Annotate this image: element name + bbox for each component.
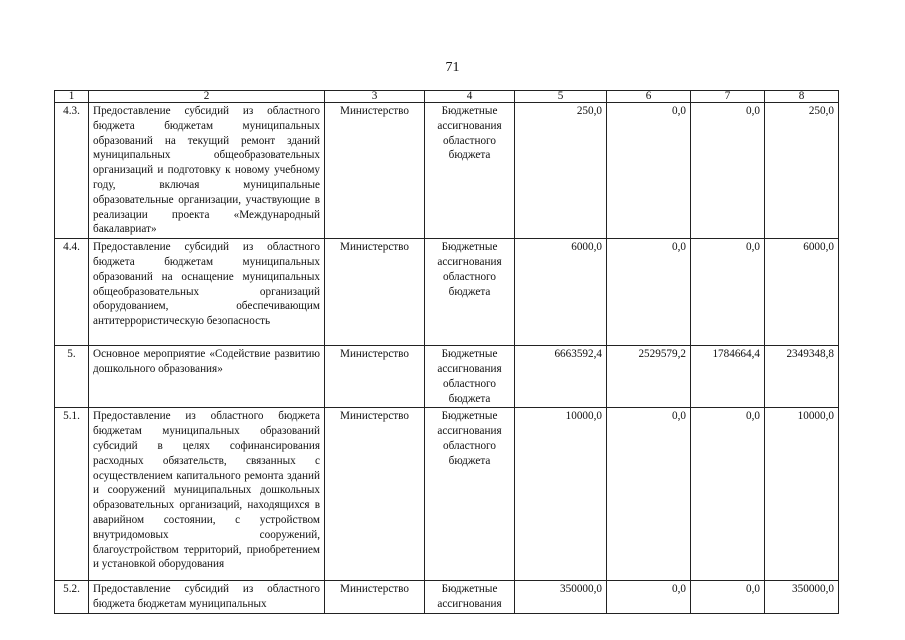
column-header: 3 — [325, 91, 425, 103]
row-col8: 2349348,8 — [765, 346, 839, 408]
column-header: 4 — [425, 91, 515, 103]
row-total: 350000,0 — [515, 581, 607, 614]
row-total: 6000,0 — [515, 239, 607, 346]
table-row — [55, 346, 839, 408]
row-col8: 10000,0 — [765, 408, 839, 581]
table-row — [55, 103, 839, 239]
row-col8: 250,0 — [765, 103, 839, 239]
row-col6: 0,0 — [607, 581, 691, 614]
row-number: 5.2. — [55, 581, 89, 614]
row-responsible: Министерство — [325, 346, 425, 408]
row-col7: 1784664,4 — [691, 346, 765, 408]
table-row — [55, 581, 839, 614]
row-funding-source: Бюджетные ассигнования областного бюджета — [425, 346, 515, 408]
column-header: 1 — [55, 91, 89, 103]
row-number: 5. — [55, 346, 89, 408]
row-number: 4.4. — [55, 239, 89, 346]
table-row — [55, 239, 839, 346]
table-header-row — [55, 91, 839, 103]
row-col6: 0,0 — [607, 239, 691, 346]
row-responsible: Министерство — [325, 239, 425, 346]
column-header: 2 — [89, 91, 325, 103]
row-description: Основное мероприятие «Содействие развитию дошкольного образования» — [89, 346, 325, 408]
row-description: Предоставление из областного бюджета бюджетам муниципальных образований субсидий в целях софинансирования расходных обязательств, связанных с осуществлением капитального ремонта зданий и сооружений муниципальных дошкольных образовательных организаций, находящихся в аварийном состоянии, с устройством внутридомовых сооружений, благоустройством территорий, приобретением и установкой оборудования — [89, 408, 325, 581]
row-funding-source: Бюджетные ассигнования областного бюджета — [425, 103, 515, 239]
row-funding-source: Бюджетные ассигнования — [425, 581, 515, 614]
row-col6: 0,0 — [607, 408, 691, 581]
table-row — [55, 408, 839, 581]
row-description: Предоставление субсидий из областного бюджета бюджетам муниципальных образований на оснащение муниципальных общеобразовательных организаций оборудованием, обеспечивающим антитеррористическую безопасность — [89, 239, 325, 346]
column-header: 7 — [691, 91, 765, 103]
row-col7: 0,0 — [691, 408, 765, 581]
row-col6: 2529579,2 — [607, 346, 691, 408]
row-col6: 0,0 — [607, 103, 691, 239]
column-header: 8 — [765, 91, 839, 103]
row-responsible: Министерство — [325, 581, 425, 614]
row-number: 4.3. — [55, 103, 89, 239]
page-number: 71 — [445, 60, 460, 75]
row-col7: 0,0 — [691, 581, 765, 614]
row-total: 250,0 — [515, 103, 607, 239]
row-funding-source: Бюджетные ассигнования областного бюджета — [425, 408, 515, 581]
row-responsible: Министерство — [325, 103, 425, 239]
column-header: 5 — [515, 91, 607, 103]
row-description: Предоставление субсидий из областного бюджета бюджетам муниципальных — [89, 581, 325, 614]
budget-table — [54, 90, 839, 614]
row-number: 5.1. — [55, 408, 89, 581]
row-col8: 6000,0 — [765, 239, 839, 346]
row-responsible: Министерство — [325, 408, 425, 581]
row-total: 6663592,4 — [515, 346, 607, 408]
row-total: 10000,0 — [515, 408, 607, 581]
row-col8: 350000,0 — [765, 581, 839, 614]
row-description: Предоставление субсидий из областного бюджета бюджетам муниципальных образований на текущий ремонт зданий муниципальных общеобразовательных организаций и подготовку к новому учебному году, включая муниципальные образовательные организации, участвующие в реализации проекта «Международный бакалавриат» — [89, 103, 325, 239]
row-funding-source: Бюджетные ассигнования областного бюджета — [425, 239, 515, 346]
column-header: 6 — [607, 91, 691, 103]
row-col7: 0,0 — [691, 239, 765, 346]
row-col7: 0,0 — [691, 103, 765, 239]
